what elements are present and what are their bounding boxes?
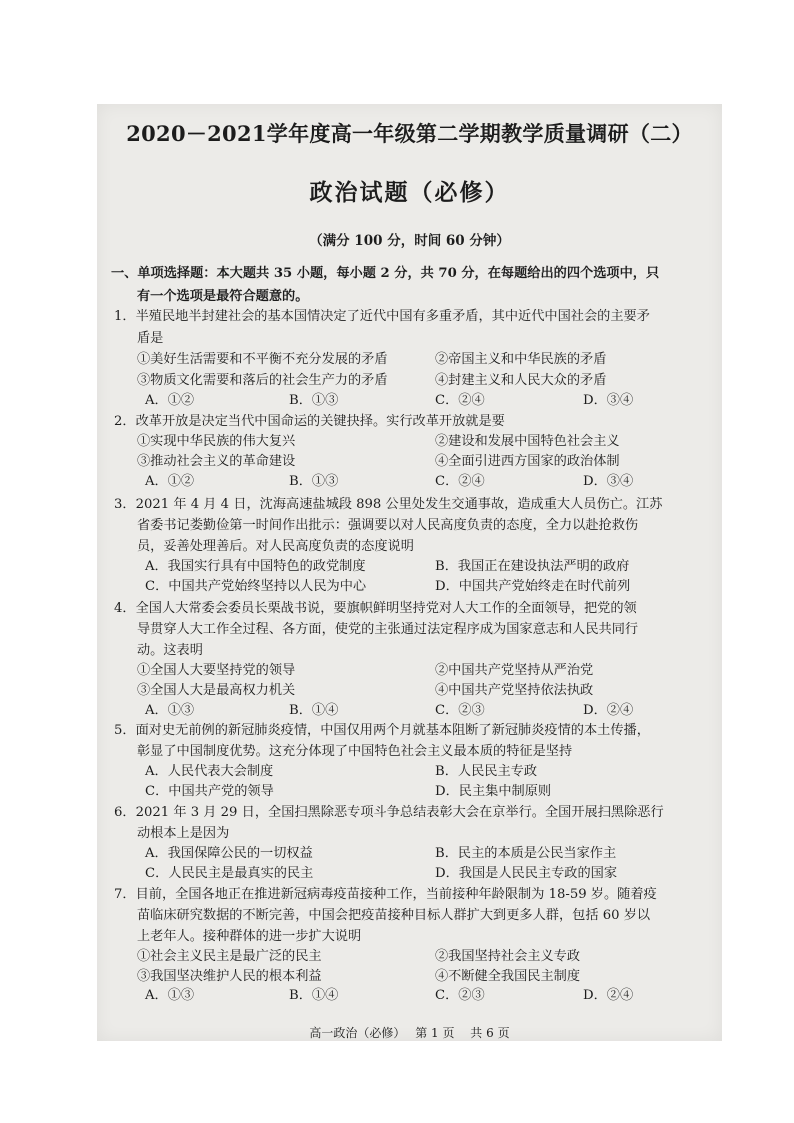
question-item: ④全面引进西方国家的政治体制 [435,454,620,469]
question-stem: 2．改革开放是决定当代中国命运的关键抉择。实行改革开放就是要 [114,414,505,429]
answer-option: D．中国共产党始终走在时代前列 [435,579,631,594]
question-item: ①美好生活需要和不平衡不充分发展的矛盾 [137,352,388,367]
question-stem: 导贯穿人大工作全过程、各方面，使党的主张通过法定程序成为国家意志和人民共同行 [137,622,639,637]
question-stem: 苗临床研究数据的不断完善，中国会把疫苗接种目标人群扩大到更多人群，包括 60 岁以 [137,908,651,923]
answer-option: A．①② [145,393,195,408]
answer-option: D．③④ [583,393,634,408]
question-stem: 省委书记娄勤俭第一时间作出批示：强调要以对人民高度负责的态度，全力以赴抢救伤 [137,518,639,533]
answer-option: D．③④ [583,474,634,489]
answer-option: A．我国实行具有中国特色的政党制度 [145,559,366,574]
question-stem: 动根本上是因为 [137,826,230,841]
question-item: ①全国人大要坚持党的领导 [137,663,296,678]
question-item: ④不断健全我国民主制度 [435,969,581,984]
answer-option: B．①④ [289,703,339,718]
answer-option: C．中国共产党始终坚持以人民为中心 [145,579,367,594]
answer-option: A．①③ [145,988,195,1003]
question-stem: 4．全国人大常委会委员长栗战书说，要旗帜鲜明坚持党对人大工作的全面领导，把党的领 [114,601,637,616]
answer-option: B．①③ [289,393,339,408]
answer-option: D．我国是人民民主专政的国家 [435,866,618,881]
answer-option: B．人民民主专政 [435,764,538,779]
question-item: ③我国坚决维护人民的根本利益 [137,969,322,984]
question-stem: 6．2021 年 3 月 29 日，全国扫黑除恶专项斗争总结表彰大会在京举行。全国开展扫黑除恶行 [114,805,664,820]
question-item: ②我国坚持社会主义专政 [435,949,581,964]
question-item: ③推动社会主义的革命建设 [137,454,296,469]
answer-option: D．②④ [583,988,634,1003]
question-item: ①社会主义民主是最广泛的民主 [137,949,322,964]
question-item: ②中国共产党坚持从严治党 [435,663,594,678]
question-stem: 7．目前，全国各地正在推进新冠病毒疫苗接种工作，当前接种年龄限制为 18-59 岁。随着疫 [114,887,657,902]
question-item: ②建设和发展中国特色社会主义 [435,434,620,449]
answer-option: B．①④ [289,988,339,1003]
answer-option: B．①③ [289,474,339,489]
question-stem: 员，妥善处理善后。对人民高度负责的态度说明 [137,539,414,554]
answer-option: A．①③ [145,703,195,718]
answer-option: C．中国共产党的领导 [145,784,274,799]
question-stem: 5．面对史无前例的新冠肺炎疫情，中国仅用两个月就基本阻断了新冠肺炎疫情的本土传播， [114,723,650,738]
question-stem: 动。这表明 [137,643,203,658]
exam-paper [97,104,722,1041]
answer-option: B．我国正在建设执法严明的政府 [435,559,630,574]
answer-option: C．②④ [435,393,485,408]
question-stem: 1．半殖民地半封建社会的基本国情决定了近代中国有多重矛盾，其中近代中国社会的主要矛 [114,309,650,324]
answer-option: D．②④ [583,703,634,718]
answer-option: C．②③ [435,703,485,718]
question-stem: 3．2021 年 4 月 4 日，沈海高速盐城段 898 公里处发生交通事故，造成重大人员伤亡。江苏 [114,497,663,512]
question-item: ④封建主义和人民大众的矛盾 [435,373,607,388]
exam-subject: 政治试题（必修） [309,179,510,206]
answer-option: A．我国保障公民的一切权益 [145,846,313,861]
answer-option: B．民主的本质是公民当家作主 [435,846,617,861]
answer-option: A．①② [145,474,195,489]
question-stem: 盾是 [137,331,164,346]
answer-option: C．②③ [435,988,485,1003]
page-footer: 高一政治（必修） 第 1 页 共 6 页 [309,1026,510,1040]
question-item: ①实现中华民族的伟大复兴 [137,434,296,449]
exam-title: 2020－2021学年度高一年级第二学期教学质量调研（二） [126,121,693,146]
section-heading-cont: 有一个选项是最符合题意的。 [137,289,309,304]
question-item: ③全国人大是最高权力机关 [137,683,296,698]
question-stem: 上老年人。接种群体的进一步扩大说明 [137,929,362,944]
section-heading: 一、单项选择题：本大题共 35 小题，每小题 2 分，共 70 分，在每题给出的四个选项中，只 [111,266,660,281]
answer-option: D．民主集中制原则 [435,784,552,799]
question-item: ②帝国主义和中华民族的矛盾 [435,352,607,367]
question-stem: 彰显了中国制度优势。这充分体现了中国特色社会主义最本质的特征是坚持 [137,744,573,759]
answer-option: C．②④ [435,474,485,489]
answer-option: C．人民民主是最真实的民主 [145,866,314,881]
question-item: ③物质文化需要和落后的社会生产力的矛盾 [137,373,388,388]
exam-info: （满分 100 分，时间 60 分钟） [309,233,510,249]
question-item: ④中国共产党坚持依法执政 [435,683,594,698]
answer-option: A．人民代表大会制度 [145,764,274,779]
